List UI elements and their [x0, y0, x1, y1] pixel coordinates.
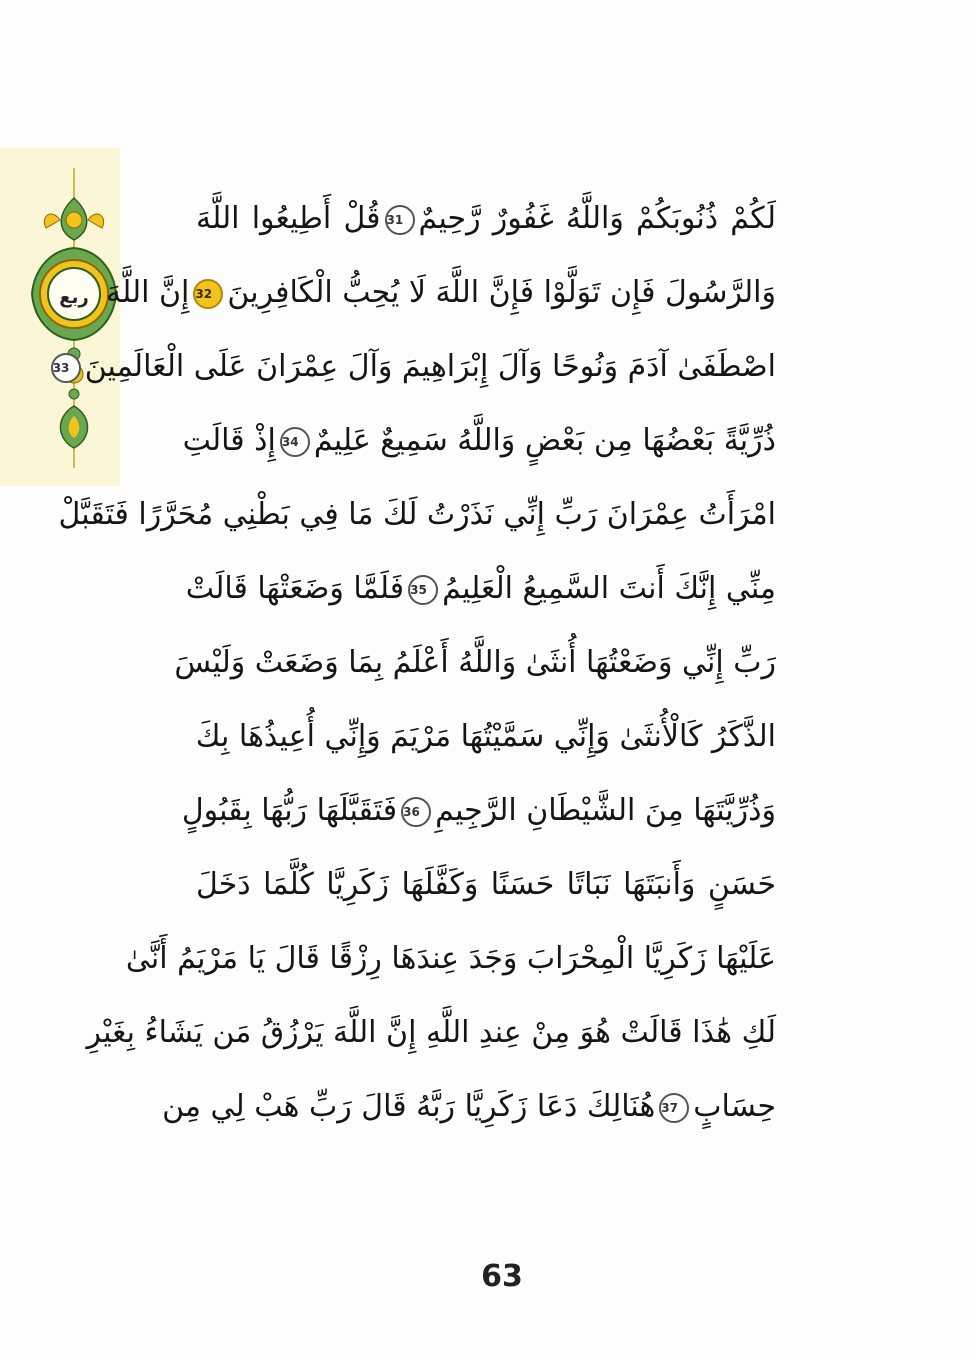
verse-line	[196, 700, 776, 774]
ayah-marker: 35	[408, 575, 438, 605]
ayah-marker: 37	[659, 1093, 689, 1123]
verse-line	[196, 182, 776, 256]
verse-line	[52, 330, 776, 404]
rub-label: ربع	[59, 287, 89, 308]
verse-text: الذَّكَرُ كَالْأُنثَىٰ وَإِنِّي سَمَّيْتُهَا مَرْيَمَ وَإِنِّي أُعِيذُهَا بِكَ	[195, 719, 776, 754]
ayah-marker: 31	[385, 205, 415, 235]
verse-text: إِذْ قَالَتِ	[182, 423, 276, 458]
verse-text: قُلْ أَطِيعُوا اللَّهَ	[196, 201, 381, 236]
verse-line	[162, 1070, 776, 1144]
verse-text: رَبِّ إِنِّي وَضَعْتُهَا أُنثَىٰ وَاللَّهُ أَعْلَمُ بِمَا وَضَعَتْ وَلَيْسَ	[174, 645, 776, 680]
verse-text: إِنَّ اللَّهَ	[106, 275, 190, 310]
ayah-marker: 34	[280, 427, 310, 457]
page-number: 63	[481, 1259, 523, 1294]
verse-line	[174, 626, 776, 700]
verse-text: فَلَمَّا وَضَعَتْهَا قَالَتْ	[185, 571, 405, 606]
verse-text: حَسَنٍ وَأَنبَتَهَا نَبَاتًا حَسَنًا وَكَفَّلَهَا زَكَرِيَّا كُلَّمَا دَخَلَ	[196, 867, 776, 902]
verse-text: وَذُرِّيَّتَهَا مِنَ الشَّيْطَانِ الرَّجِيمِ	[435, 793, 776, 828]
ayah-marker: 36	[401, 797, 431, 827]
verse-line	[125, 922, 776, 996]
ayah-marker: 33	[51, 353, 81, 383]
verse-text: اصْطَفَىٰ آدَمَ وَنُوحًا وَآلَ إِبْرَاهِيمَ وَآلَ عِمْرَانَ عَلَى الْعَالَمِينَ	[84, 349, 776, 384]
verse-line	[181, 774, 776, 848]
verse-text: مِنِّي إِنَّكَ أَنتَ السَّمِيعُ الْعَلِيمُ	[442, 571, 776, 606]
verse-line	[196, 848, 776, 922]
verse-line	[58, 478, 776, 552]
verse-line	[182, 404, 776, 478]
verse-text: حِسَابٍ	[693, 1089, 776, 1124]
verse-line	[86, 996, 776, 1070]
verse-text: لَكُمْ ذُنُوبَكُمْ وَاللَّهُ غَفُورٌ رَّحِيمٌ	[418, 201, 776, 236]
ayah-marker: 32	[193, 279, 223, 309]
verse-text: ذُرِّيَّةً بَعْضُهَا مِن بَعْضٍ وَاللَّهُ سَمِيعٌ عَلِيمٌ	[313, 423, 776, 458]
verse-text: عَلَيْهَا زَكَرِيَّا الْمِحْرَابَ وَجَدَ عِندَهَا رِزْقًا قَالَ يَا مَرْيَمُ أَنَّىٰ	[125, 941, 776, 976]
verse-text: امْرَأَتُ عِمْرَانَ رَبِّ إِنِّي نَذَرْتُ لَكَ مَا فِي بَطْنِي مُحَرَّرًا فَتَقَبَّلْ	[58, 497, 776, 532]
verse-line	[106, 256, 776, 330]
verse-line	[185, 552, 776, 626]
verse-text: هُنَالِكَ دَعَا زَكَرِيَّا رَبَّهُ قَالَ رَبِّ هَبْ لِي مِن	[162, 1089, 656, 1124]
verse-text: لَكِ هَٰذَا قَالَتْ هُوَ مِنْ عِندِ اللَّهِ إِنَّ اللَّهَ يَرْزُقُ مَن يَشَاءُ بِغَيْرِ	[86, 1015, 776, 1050]
verse-text: وَالرَّسُولَ فَإِن تَوَلَّوْا فَإِنَّ اللَّهَ لَا يُحِبُّ الْكَافِرِينَ	[227, 275, 776, 310]
verse-text: فَتَقَبَّلَهَا رَبُّهَا بِقَبُولٍ	[181, 793, 398, 828]
